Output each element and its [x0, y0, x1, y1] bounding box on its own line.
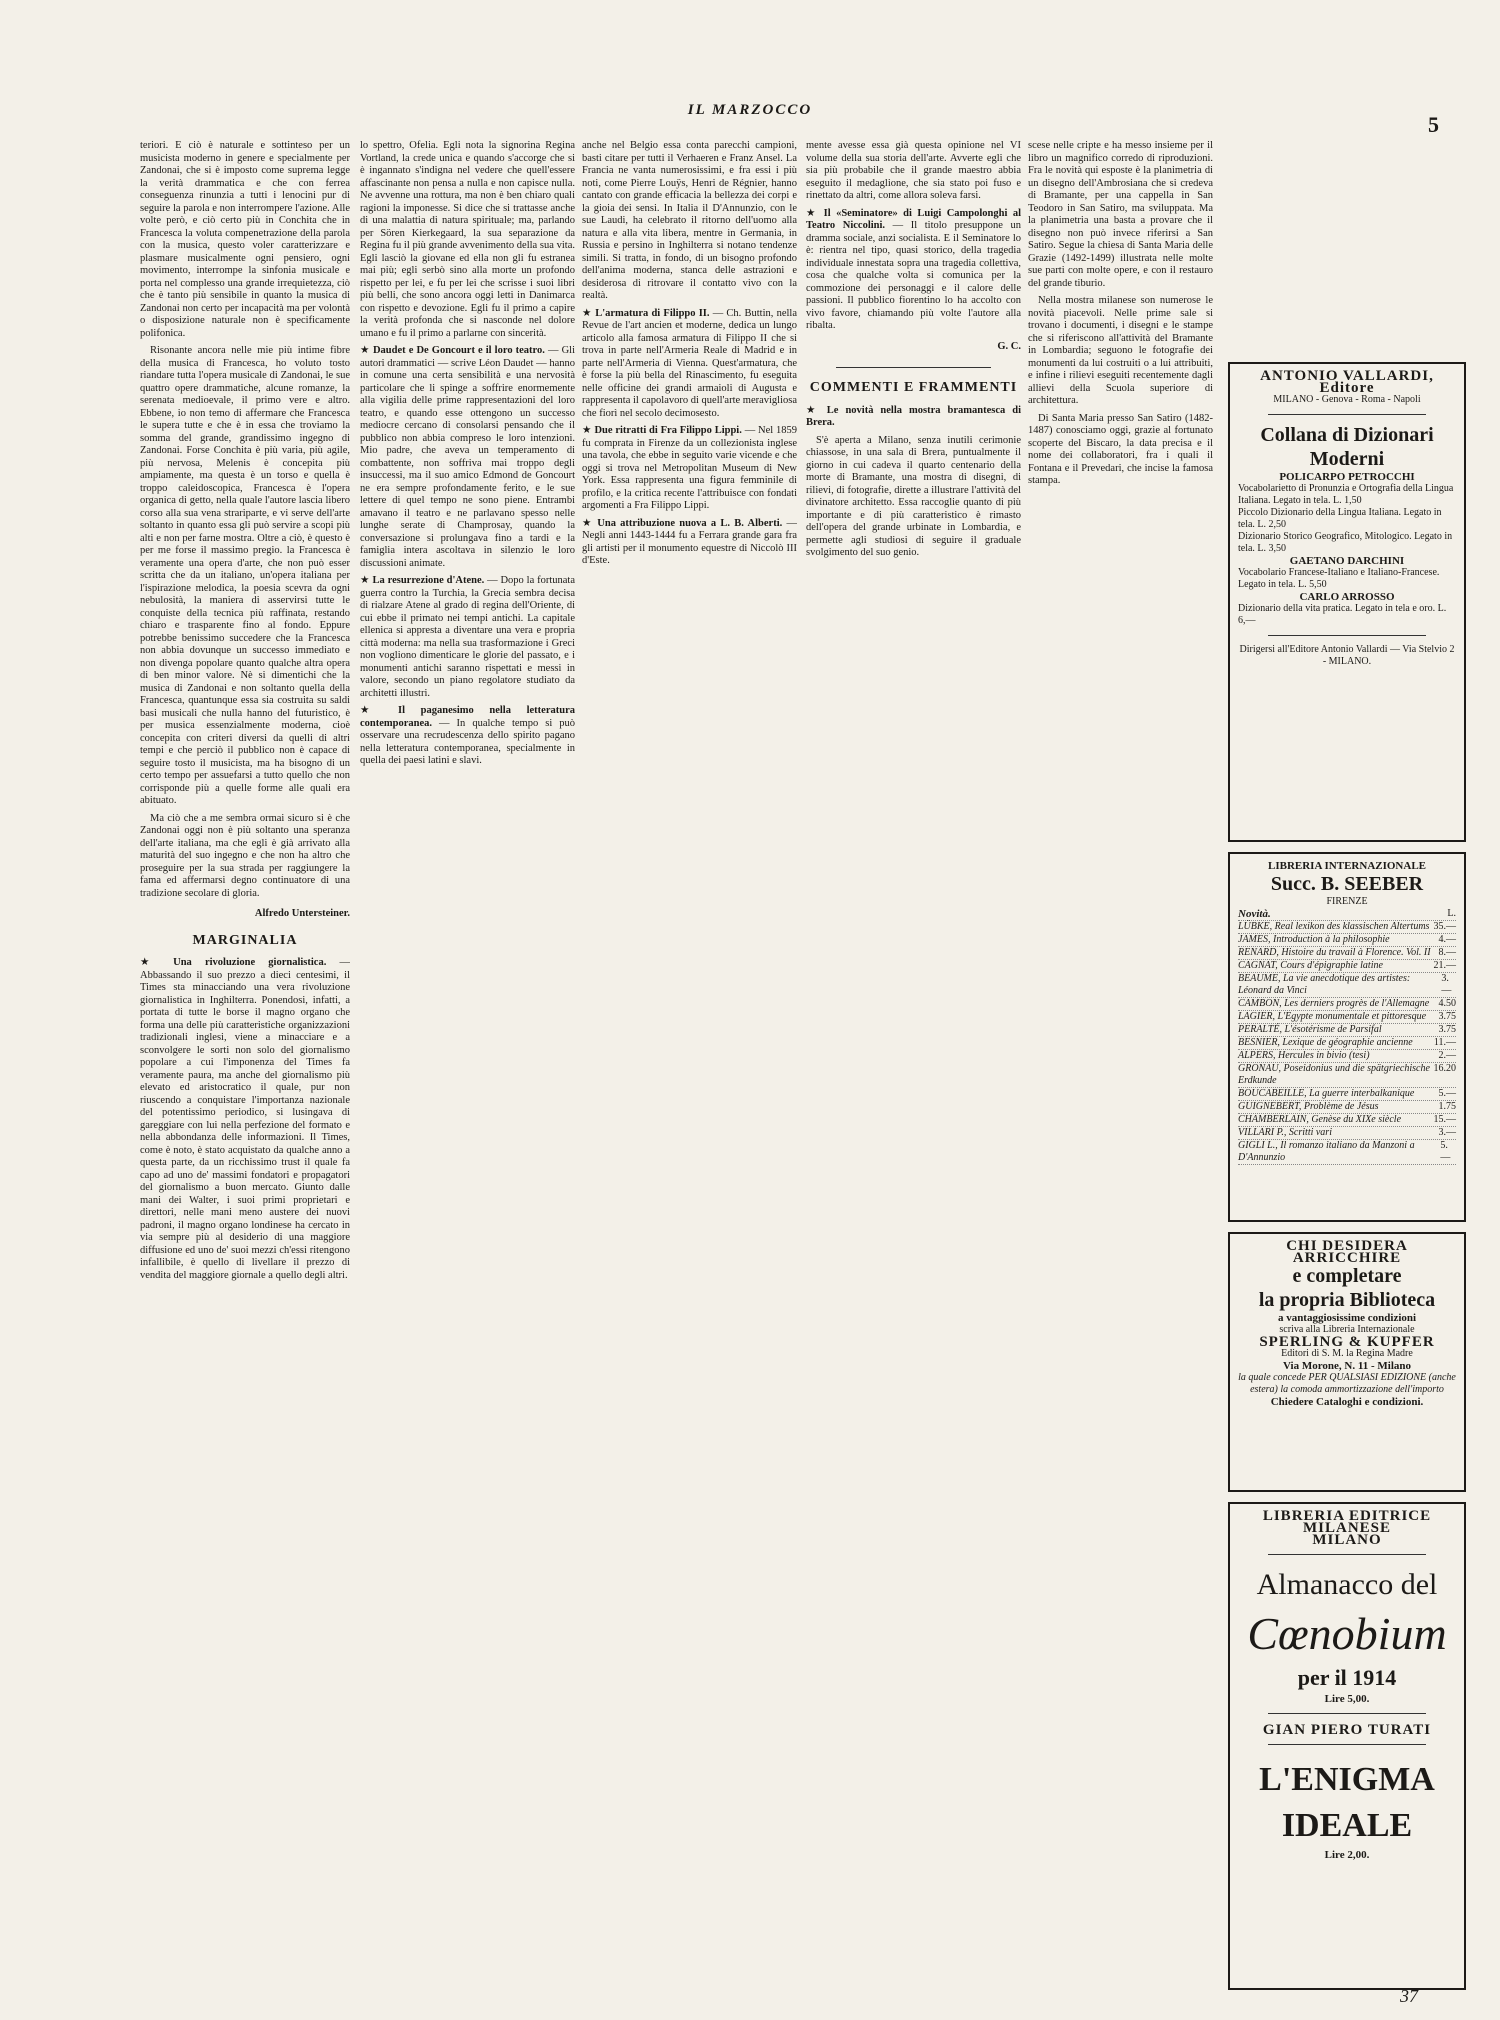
- book-row: GIGLI L., Il romanzo italiano da Manzoni a D'Annunzio 5.—: [1238, 1140, 1456, 1165]
- book-row: LAGIER, L'Egypte monumentale et pittoresque 3.75: [1238, 1011, 1456, 1022]
- item-title: Daudet e De Goncourt e il loro teatro.: [372, 345, 545, 356]
- star-icon: ★: [806, 404, 827, 416]
- book-row: BESNIER, Lexique de géographie ancienne 11.—: [1238, 1037, 1456, 1048]
- article-signature: Alfredo Untersteiner.: [254, 908, 350, 919]
- ad-line: a vantaggiosissime condizioni: [1277, 1312, 1417, 1324]
- item-text: — Dopo la fortunata guerra contro la Turchia, la Grecia sembra decisa di rialzare Atene al grado di regina dell'Oriente, di cui ebbe il primato nei tempi antichi. La capitale ellenica si appresta a diventare una vera e propria città moderna: ma nella sua trasformazione i Greci non vogliono dimenticare le glorie del passato, e i monumenti antichi saranno rispettati e messi in valore, secondo un piano regolatore studiato da architetti illustri.: [360, 575, 575, 699]
- column-3: [582, 140, 797, 2000]
- divider: [836, 367, 991, 368]
- item-title: Una rivoluzione giornalistica.: [173, 957, 327, 968]
- ad-novita: Novità.: [1238, 908, 1271, 920]
- star-icon: ★: [806, 207, 824, 219]
- section-heading: MARGINALIA: [192, 932, 298, 948]
- ad-seeber: [1228, 852, 1466, 1222]
- item-text: — In qualche tempo si può osservare una recrudescenza dello spirito pagano nella letteratura contemporanea, specialmente in quella dei paesi latini e slavi.: [360, 717, 575, 766]
- ad-line: Editori di S. M. la Regina Madre: [1281, 1348, 1413, 1359]
- ad-line: Lire 2,00.: [1324, 1849, 1370, 1861]
- ad-line: Lire 5,00.: [1324, 1693, 1370, 1705]
- star-icon: ★: [360, 345, 373, 356]
- ad-line: GIAN PIERO TURATI: [1262, 1722, 1432, 1738]
- ad-title: ANTONIO VALLARDI, Editore: [1260, 368, 1434, 396]
- running-head: IL MARZOCCO: [687, 102, 813, 118]
- article-signature: G. C.: [997, 340, 1021, 352]
- ad-line: Via Morone, N. 11 - Milano: [1282, 1360, 1412, 1372]
- paragraph: Di Santa Maria presso San Satiro (1482-1487) conosciamo oggi, grazie al fortunato scoperte del Biscaro, la data precisa e il nome dei collaboratori, fra i quali il Fontana e il Prevedari, che incise la famosa stampa.: [1028, 412, 1213, 486]
- ad-line: MILANO: [1312, 1532, 1382, 1548]
- ad-line: SPERLING & KUPFER: [1259, 1334, 1435, 1350]
- star-icon: ★: [360, 705, 399, 716]
- column-5: [1028, 140, 1213, 2000]
- ad-name: Succ. B. SEEBER: [1270, 873, 1424, 895]
- item-title: Due ritratti di Fra Filippo Lippi.: [594, 425, 742, 436]
- page-mark: 5: [1428, 112, 1439, 137]
- ad-line: LIBRERIA EDITRICE MILANESE: [1262, 1508, 1432, 1536]
- star-icon: ★: [582, 517, 598, 529]
- ad-sperling: [1228, 1232, 1466, 1492]
- ad-line: scriva alla Libreria Internazionale: [1279, 1324, 1415, 1335]
- book-row: RENARD, Histoire du travail à Florence. Vol. II 8.—: [1238, 947, 1456, 958]
- paragraph: anche nel Belgio essa conta parecchi campioni, basti citare per tutti il Verhaeren e Franz Ansel. La Francia ne vanta numerosissimi, e fra essi i più noti, come Pierre Louÿs, Henri de Régnier, hanno cantato con grande efficacia la bellezza dei corpi e la gioia dei sensi. In Italia il D'Annunzio, con le sue Laudi, ha celebrato il ritorno dell'uomo alla natura e alla vita libera, mentre in Germania, in Russia e persino in Inghilterra si notano tendenze simili. Si tratta, in fondo, di un bisogno profondo dell'anima moderna, stanca delle astrazioni e desiderosa di ritrovare il contatto vivo con la realtà.: [582, 140, 797, 301]
- ad-author: POLICARPO PETROCCHI: [1279, 471, 1415, 483]
- ad-currency: L.: [1447, 908, 1456, 919]
- item-title: Le novità nella mostra bramantesca di Brera.: [806, 404, 1021, 428]
- ad-author: GAETANO DARCHINI: [1289, 555, 1405, 567]
- ad-city: FIRENZE: [1326, 896, 1368, 907]
- ad-milanese: [1228, 1502, 1466, 1990]
- column-4: [806, 140, 1021, 2000]
- ad-line: CHI DESIDERA ARRICCHIRE: [1286, 1238, 1408, 1266]
- item-text: — Il titolo presuppone un dramma sociale, anzi socialista. E il Seminatore lo è: rientra nel tipo, quasi storico, della tragedia individuale innestata sopra una tragedia collettiva, cosa che qualche volta si comunica per la commozione dei personaggi e il calore delle passioni. Il pubblico fiorentino lo ha accolto con vivo favore, chiamando più volte l'autore alla ribalta.: [806, 220, 1021, 331]
- paragraph: lo spettro, Ofelia. Egli nota la signorina Regina Vortland, la crede unica e quando s'accorge che si è ingannato s'indigna nel vedere che quell'essere affascinante non pensa a nulla e non capisce nulla. Ne avvenne una rottura, ma non è ben chiaro quali ragioni la imponesse. Si dice che si trattasse anche di una malattia di natura spirituale; ma, parlando per Sören Kierkegaard, la sua separazione da Regina fu il più grande avvenimento della sua vita. Egli lasciò la giovane ed ella non gli fu estranea mai più; egli serbò sino alla morte un profondo rispetto per lei, e fu per lei che scrisse i suoi libri più belli, che sono ancora oggi letti in Danimarca con rispetto e devozione. Egli fu il primo a capire la verità profonda che si nasconde nel dolore umano e fu il primo a parlarne con sincerità.: [360, 140, 575, 339]
- ad-line: la quale concede PER QUALSIASI EDIZIONE (anche estera) la comoda ammortizzazione dell'importo: [1238, 1372, 1456, 1395]
- ad-line: Almanacco del: [1256, 1568, 1438, 1601]
- ad-line: per il 1914: [1297, 1665, 1397, 1690]
- paragraph: mente avesse essa già questa opinione nel VI volume della sua storia dell'arte. Avverte egli che sia più probabile che il grande maestro abbia eseguito il medaglione, che sia stato poi fuso e rinettato da altri, come allora soleva farsi.: [806, 140, 1021, 201]
- column-1: [140, 140, 350, 2000]
- ad-book: Vocabolarietto di Pronunzia e Ortografia della Lingua Italiana. Legato in tela. L. 1,50: [1238, 483, 1454, 506]
- foot-mark: 37: [1400, 1986, 1418, 2006]
- book-row: GUIGNEBERT, Problème de Jésus 1.75: [1238, 1101, 1456, 1112]
- ad-book: Vocabolario Francese-Italiano e Italiano-Francese. Legato in tela. L. 5,50: [1238, 567, 1440, 590]
- book-row: CAGNAT, Cours d'épigraphie latine 21.—: [1238, 960, 1456, 971]
- book-row: JAMES, Introduction à la philosophie 4.—: [1238, 934, 1456, 945]
- star-icon: ★: [140, 957, 174, 968]
- divider: [1268, 1744, 1426, 1745]
- item-text: — Abbassando il suo prezzo a dieci centesimi, il Times sta minacciando una vera rivoluzione giornalistica in Inghilterra. Ponendosi, infatti, a portata di tutte le borse il magno organo che forma una delle più caratteristiche organizzazioni tradizionali inglesi, viene a minacciare e a sconvolgere le sorti non solo del giornalismo popolare a cui l'imponenza del Times fa veramente paura, ma anche del giornalismo più elevato ed aristocratico il quale, pur non riuscendo a conquistare l'importanza nazionale del potentissimo periodico, si lusingava di gareggiare con lui nella perfezione del formato e nella abbondanza delle informazioni. Il Times, come è noto, è stato acquistato da qualche anno a questa parte, da un ricchissimo trust il quale fa capo ad uno de' massimi fondatori e propagatori del giornalismo a buon mercato. Giunto dalle mani dei Walter, i suoi primi proprietari e direttori, nelle mani meno austere dei nuovi padroni, il magno organo londinese ha cercato in via sempre più al desiderio di una maggiore diffusione ed uno de' suoi mezzi ch'essi ritengono infallibile, è quello di livellare il prezzo di vendita del maggiore giornale a quello degli altri.: [140, 957, 350, 1281]
- divider: [1268, 635, 1426, 636]
- ad-line: Chiedere Cataloghi e condizioni.: [1270, 1396, 1424, 1408]
- book-row: LÜBKE, Real lexikon des klassischen Altertums 35.—: [1238, 921, 1456, 932]
- divider: [1268, 414, 1426, 415]
- item-title: Il «Seminatore» di Luigi Campolonghi al Teatro Niccolini.: [806, 207, 1021, 231]
- book-row: BEAUME, La vie anecdotique des artistes: Léonard da Vinci 3.—: [1238, 973, 1456, 998]
- item-text: — Gli autori drammatici — scrive Léon Daudet — hanno in comune una certa sensibilità e una nervosità particolare che li spinge a soffrire enormemente alla vigilia delle prime rappresentazioni del loro teatro, e quando esse ottengono un successo mediocre cercano di consolarsi pensando che il pubblico non abbia compreso le loro intenzioni. Mio padre, che aveva un temperamento di combattente, non soffriva mai troppo degli insuccessi, ma il suo amico Edmond de Goncourt ne era sempre profondamente ferito, e le sue lettere di quel tempo ne sono piene. Entrambi amavano il teatro e ne parlavano spesso nelle lunghe serate di Champrosay, quando la conversazione si prolungava fino a tardi e la famiglia intera ascoltava in silenzio le loro discussioni animate.: [360, 345, 575, 569]
- item-title: L'armatura di Filippo II.: [595, 307, 710, 319]
- ad-vallardi: [1228, 362, 1466, 842]
- book-row: BOUCABEILLE, La guerre interbalkanique 5.—: [1238, 1088, 1456, 1099]
- ad-book: Dizionario della vita pratica. Legato in tela e oro. L. 6,—: [1238, 603, 1447, 626]
- column-2: [360, 140, 575, 2000]
- paragraph: teriori. E ciò è naturale e sottinteso per un musicista moderno in genere e specialmente per Zandonai, che si è imposto come suprema legge la verità drammatica e che con ferrea conseguenza rinunzia a tutti i lenocini pur di seguire la parola e non interrompere l'azione. Alle volte però, e ciò certo più in Conchita che in Francesca la voluta compenetrazione della parola con la musica, questo voler caratterizzare e plasmare musicalmente ogni pensiero, ogni movimento, interrompe la sinfonia musicale e porta nel complesso una grande irrequietezza, ciò che è tanto più sensibile in quanto la musica di Zandonai non certo per incapacità ma per volontà o disposizione naturale non è specificamente polifonica.: [140, 140, 350, 339]
- star-icon: ★: [582, 425, 595, 436]
- star-icon: ★: [360, 575, 373, 586]
- divider: [1268, 1554, 1426, 1555]
- ad-line: Cœnobium: [1247, 1608, 1447, 1659]
- book-row: CAMBON, Les derniers progrès de l'Allemagne 4.50: [1238, 998, 1456, 1009]
- item-title: Una attribuzione nuova a L. B. Alberti.: [597, 517, 783, 529]
- ad-book: Dizionario Storico Geografico, Mitologico. Legato in tela. L. 3,50: [1238, 531, 1453, 554]
- section-heading: COMMENTI E FRAMMENTI: [809, 380, 1018, 395]
- ad-line: e completare: [1292, 1265, 1402, 1287]
- paragraph: Ma ciò che a me sembra ormai sicuro si è che Zandonai oggi non è più soltanto una speranza dell'arte italiana, ma che egli è già arrivato alla maturità del suo ingegno e che non ha altro che proseguire per la sua strada per raggiungere la fama ed affermarsi degno continuatore di una tradizione secolare di gloria.: [140, 812, 350, 899]
- book-row: ALPERS, Hercules in bivio (tesi) 2.—: [1238, 1050, 1456, 1061]
- star-icon: ★: [582, 307, 596, 319]
- ad-author: CARLO ARROSSO: [1299, 591, 1395, 603]
- ad-line: la propria Biblioteca: [1258, 1289, 1436, 1311]
- item-title: Il paganesimo nella letteratura contemporanea.: [360, 705, 575, 729]
- paragraph: S'è aperta a Milano, senza inutili cerimonie chiassose, in una sala di Brera, puntualmente il giorno in cui cadeva il quarto centenario della morte di Bramante, una mostra di disegni, di rilievi, di fotografie, dirette a illustrare l'attività del divinatore architetto. Essa raccoglie quanto di più importante e di più caratteristico è rimasto dell'opera del grande urbinate in Lombardia, e permette agli studiosi di seguire il graduale svolgimento del suo genio.: [806, 434, 1021, 558]
- ad-line: L'ENIGMA IDEALE: [1259, 1761, 1435, 1844]
- item-title: La resurrezione d'Atene.: [372, 575, 485, 586]
- paragraph: Nella mostra milanese son numerose le novità piacevoli. Nelle prime sale si trovano i documenti, i disegni e le stampe che si riferiscono all'attività del Bramante in Lombardia; seguono le fotografie dei monumenti da lui costruiti o a lui attribuiti, e infine i rilievi eseguiti recentemente dagli allievi della Scuola superiore di architettura.: [1028, 295, 1213, 406]
- paragraph: scese nelle cripte e ha messo insieme per il libro un magnifico corredo di riproduzioni. Fra le novità qui esposte è la planimetria di un disegno dell'Ambrosiana che si credeva di Bramante, per una cappella in San Teodoro in San Satiro, ma sviluppata. Ma la planimetria una basta a provare che il disegno non può invece riferirsi a San Satiro. Segue la chiesa di Santa Maria delle Grazie (1492-1499) illustrata nelle molte sue parti con molte opere, e con il restauro del grande tiburio.: [1028, 140, 1213, 289]
- book-row: CHAMBERLAIN, Genèse du XIXe siècle 15.—: [1238, 1114, 1456, 1125]
- ad-series: Collana di Dizionari Moderni: [1260, 424, 1434, 470]
- divider: [1268, 1713, 1426, 1714]
- book-row: GRONAU, Poseidonius und die spätgriechische Erdkunde 16.20: [1238, 1063, 1456, 1086]
- ad-title: LIBRERIA INTERNAZIONALE: [1267, 860, 1426, 872]
- ad-cities: MILANO - Genova - Roma - Napoli: [1273, 394, 1421, 405]
- paragraph: Risonante ancora nelle mie più intime fibre della musica di Francesca, ho voluto tosto riandare tutta l'opera musicale di Zandonai, le sue quattro opere drammatiche, alcune romanze, la serenata medioevale, il primo vere e altro. Ebbene, io non temo di affermare che Francesca le supera tutte e che è in essa che troviamo la somma del grande, grandissimo ingegno di Zandonai. Forse Conchita è più varia, più agile, più nervosa, Melenis è concepita più ampiamente, ma questa è un torso e quella è troppo caleidoscopica, Francesca è l'opera organica di getto, nella quale l'autore lascia libero corso alla sua vena strariparte, e vi serve dell'arte soltanto in quanto essa gli può servire a scopi più alti e non per farne mostra. Oltre a ciò, è questo è per me forse il massimo pregio. la Francesca è veramente una opera d'arte, che non può esser scritta che da un italiano, un'opera italiana per l'ispirazione melodica, la poesia scevra da ogni nebulosità, la maniera di asservirsi tutte le conquiste della tecnica più raffinata, restando chiaro e trasparente fino al fondo. Eppure potrebbe benissimo succedere che la Francesca non abbia dovunque un successo immediato e non divenga popolare quanto qualche altra opera di ben minor valore. Nè si dimentichi che la musica di Zandonai e non soltanto quella della Francesca, quantunque essa sia costruita su saldi basi musicali che nulla hanno del futuristico, è per musica essenzialmente moderna, cioè concepita con criteri diversi da quelli di altri tempi e che perciò il pubblico non è capace di seguire tosto il musicista, ma ha bisogno di un certo tempo per assuefarsi a tutto quello che non corrisponde più a quelle forme alle quali era abituato.: [140, 345, 350, 806]
- book-row: VILLARI P., Scritti vari 3.—: [1238, 1127, 1456, 1138]
- item-text: — Ch. Buttin, nella Revue de l'art ancien et moderne, dedica un lungo articolo alla famosa armatura di Filippo II che si trova in parte nell'Armeria Reale di Madrid e in parte nell'Armeria di Vienna. Quest'armatura, che è forse la più bella del Rinascimento, fu eseguita nelle officine dei grandi armaioli di Augusta e rappresenta il capolavoro di quell'arte meravigliosa che fiorì nel secolo decimosesto.: [582, 307, 797, 419]
- item-text: — Nel 1859 fu comprata in Firenze da un collezionista inglese una tavola, che ebbe in seguito varie vicende e che oggi si trova nel Metropolitan Museum di New York. Essa rappresenta una figura femminile di profilo, e la critica recente l'attribuisce con fondati argomenti a Fra Filippo Lippi.: [582, 425, 797, 511]
- book-row: PERALTÉ, L'ésotérisme de Parsifal 3.75: [1238, 1024, 1456, 1035]
- ad-footer: Dirigersi all'Editore Antonio Vallardi — Via Stelvio 2 - MILANO.: [1239, 644, 1455, 667]
- item-text: — Negli anni 1443-1444 fu a Ferrara grande gara fra gli artisti per il monumento equestre di Niccolò III d'Este.: [582, 517, 797, 566]
- ad-book: Piccolo Dizionario della Lingua Italiana. Legato in tela. L. 2,50: [1238, 507, 1442, 530]
